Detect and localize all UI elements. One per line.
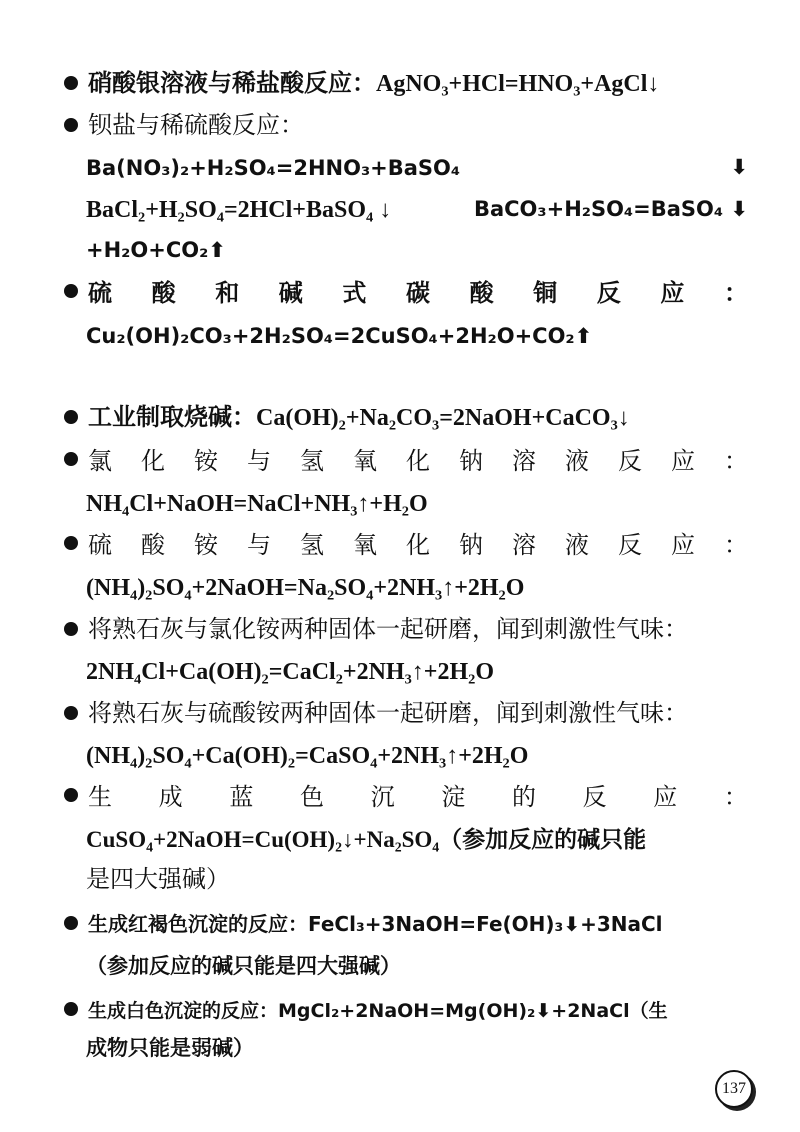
equation-text: Ba(NO₃)₂+H₂SO₄=2HNO₃+BaSO₄	[86, 156, 461, 180]
equation-text: 是四大强碱）	[86, 865, 230, 893]
reaction-text: 氯 化 铵 与 氢 氧 化 钠 溶 液 反 应 ：	[88, 447, 748, 475]
reaction-white-precipitate	[64, 992, 748, 1028]
reaction-text: 钡盐与稀硫酸反应：	[88, 111, 304, 139]
equation-text: 2NH₄Cl+Ca(OH)₂=CaCl₂+2NH₃↑+2H₂O	[86, 659, 494, 685]
equation-line	[86, 948, 748, 983]
equation-line	[86, 486, 748, 521]
equation-line	[86, 654, 748, 689]
equation-line	[86, 150, 748, 185]
reaction-text: 生成白色沉淀的反应：MgCl₂+2NaOH=Mg(OH)₂⬇+2NaCl（生	[88, 1000, 668, 1022]
reaction-text: 将熟石灰与氯化铵两种固体一起研磨，闻到刺激性气味：	[88, 615, 688, 643]
equation-text: CuSO₄+2NaOH=Cu(OH)₂↓+Na₂SO₄（参加反应的碱只能	[86, 827, 647, 852]
reaction-red-brown-precipitate	[64, 906, 748, 941]
reaction-text: 硫 酸 和 碱 式 碳 酸 铜 反 应 ：	[88, 279, 748, 307]
equation-line	[86, 318, 748, 353]
equation-line	[86, 862, 748, 896]
equation-text: Cu₂(OH)₂CO₃+2H₂SO₄=2CuSO₄+2H₂O+CO₂⬆	[86, 324, 593, 348]
reaction-silver-nitrate	[64, 66, 748, 101]
bullet-icon	[64, 622, 78, 636]
reaction-text: 生 成 蓝 色 沉 淀 的 反 应 ：	[88, 783, 748, 811]
equation-line	[86, 192, 748, 227]
bullet-icon	[64, 410, 78, 424]
equation-text: （参加反应的碱只能是四大强碱）	[86, 954, 401, 978]
bullet-icon	[64, 788, 78, 802]
equation-line	[86, 738, 748, 773]
reaction-grinding-chloride	[64, 612, 748, 646]
bullet-icon	[64, 76, 78, 90]
bullet-icon	[64, 452, 78, 466]
equation-text: (NH₄)₂SO₄+Ca(OH)₂=CaSO₄+2NH₃↑+2H₂O	[86, 743, 529, 769]
equation-line	[86, 570, 748, 605]
reaction-blue-precipitate	[64, 780, 748, 814]
equation-text: (NH₄)₂SO₄+2NaOH=Na₂SO₄+2NH₃↑+2H₂O	[86, 575, 525, 601]
reaction-caustic-soda	[64, 400, 748, 435]
equation-text: BaCO₃+H₂SO₄=BaSO₄ ⬇	[473, 197, 748, 221]
bullet-icon	[64, 284, 78, 298]
reaction-grinding-sulfate	[64, 696, 748, 730]
reaction-text: 将熟石灰与硫酸铵两种固体一起研磨，闻到刺激性气味：	[88, 699, 688, 727]
reaction-text: 工业制取烧碱：Ca(OH)₂+Na₂CO₃=2NaOH+CaCO₃↓	[88, 405, 630, 431]
reaction-ammonium-sulfate	[64, 528, 748, 562]
reaction-barium-heading	[64, 108, 748, 142]
bullet-icon	[64, 706, 78, 720]
equation-text: 成物只能是弱碱）	[86, 1036, 254, 1060]
page-number: 137	[715, 1070, 753, 1108]
reaction-ammonium-chloride	[64, 444, 748, 478]
precipitate-arrow-icon: ⬇	[730, 155, 748, 179]
equation-line	[86, 232, 748, 267]
equation-text: NH₄Cl+NaOH=NaCl+NH₃↑+H₂O	[86, 491, 428, 517]
bullet-icon	[64, 1002, 78, 1016]
equation-text: +H₂O+CO₂⬆	[86, 238, 226, 262]
bullet-icon	[64, 536, 78, 550]
reaction-basic-copper-carbonate	[64, 276, 748, 310]
bullet-icon	[64, 118, 78, 132]
equation-text: BaCl₂+H₂SO₄=2HCl+BaSO₄ ↓	[86, 197, 392, 223]
reaction-text: 硝酸银溶液与稀盐酸反应：AgNO₃+HCl=HNO₃+AgCl↓	[88, 71, 660, 97]
equation-line	[86, 822, 748, 857]
reaction-text: 生成红褐色沉淀的反应：FeCl₃+3NaOH=Fe(OH)₃⬇+3NaCl	[88, 912, 663, 936]
reaction-text: 硫 酸 铵 与 氢 氧 化 钠 溶 液 反 应 ：	[88, 531, 748, 559]
bullet-icon	[64, 916, 78, 930]
equation-line	[86, 1030, 748, 1065]
